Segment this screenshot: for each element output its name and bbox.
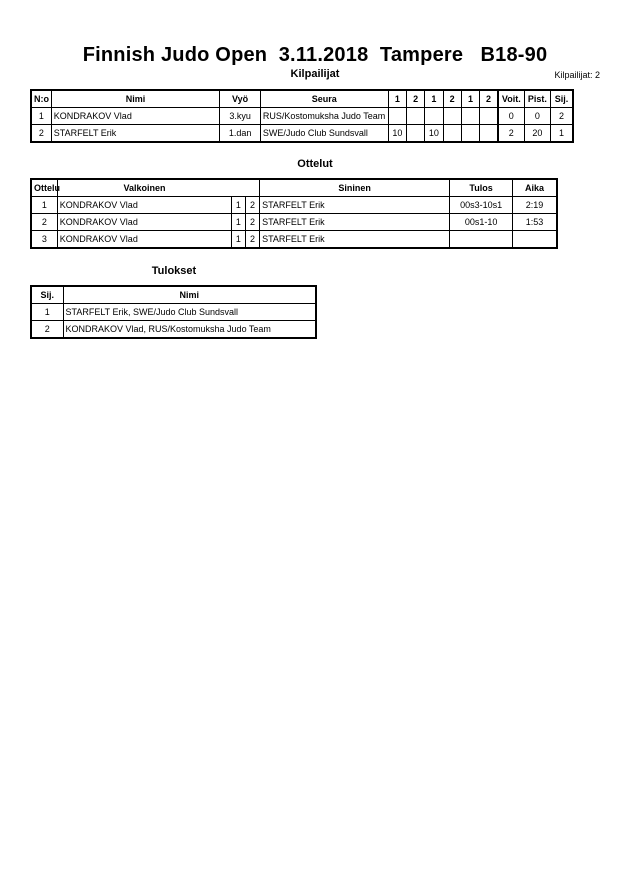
col-header-name: Nimi bbox=[63, 286, 316, 304]
table-row bbox=[31, 108, 573, 125]
match-result: 00s3-10s1 bbox=[450, 197, 513, 214]
col-header-wins: Voit. bbox=[498, 90, 524, 108]
col-header-spacer bbox=[245, 179, 259, 197]
score-cell bbox=[461, 108, 479, 125]
matches-section-title: Ottelut bbox=[297, 158, 333, 170]
col-header-r3a: 1 bbox=[461, 90, 479, 108]
competitor-belt: 3.kyu bbox=[220, 108, 261, 125]
competitor-no: 1 bbox=[31, 108, 51, 125]
match-white: KONDRAKOV Vlad bbox=[57, 197, 231, 214]
competitor-wins: 2 bbox=[498, 125, 524, 143]
match-marker: 1 bbox=[231, 197, 245, 214]
col-header-blue: Sininen bbox=[260, 179, 450, 197]
col-header-place: Sij. bbox=[551, 90, 573, 108]
col-header-r3b: 2 bbox=[480, 90, 498, 108]
col-header-points: Pist. bbox=[524, 90, 550, 108]
match-result: 00s1-10 bbox=[450, 214, 513, 231]
score-cell: 10 bbox=[425, 125, 443, 143]
table-row bbox=[31, 197, 557, 214]
matches-header-row bbox=[31, 179, 557, 197]
table-row bbox=[31, 304, 316, 321]
competitor-points: 20 bbox=[524, 125, 550, 143]
col-header-r2b: 2 bbox=[443, 90, 461, 108]
match-marker: 2 bbox=[245, 231, 259, 249]
page-title: Finnish Judo Open 3.11.2018 Tampere B18-90 bbox=[82, 44, 548, 66]
col-header-no: N:o bbox=[31, 90, 51, 108]
results-table bbox=[30, 285, 317, 339]
results-header-row bbox=[31, 286, 316, 304]
score-cell bbox=[461, 125, 479, 143]
competitors-header-row bbox=[31, 90, 573, 108]
col-header-name: Nimi bbox=[51, 90, 219, 108]
col-header-belt: Vyö bbox=[220, 90, 261, 108]
score-cell bbox=[480, 108, 498, 125]
col-header-time: Aika bbox=[512, 179, 557, 197]
competitors-section-title: Kilpailijat bbox=[290, 68, 340, 80]
match-number: 3 bbox=[31, 231, 57, 249]
match-white: KONDRAKOV Vlad bbox=[57, 214, 231, 231]
match-white: KONDRAKOV Vlad bbox=[57, 231, 231, 249]
match-marker: 2 bbox=[245, 214, 259, 231]
col-header-match: Ottelu bbox=[31, 179, 57, 197]
competitor-club: SWE/Judo Club Sundsvall bbox=[260, 125, 388, 143]
col-header-spacer bbox=[231, 179, 245, 197]
match-result bbox=[450, 231, 513, 249]
table-row bbox=[31, 231, 557, 249]
col-header-place: Sij. bbox=[31, 286, 63, 304]
competitor-place: 2 bbox=[551, 108, 573, 125]
match-time bbox=[512, 231, 557, 249]
score-cell bbox=[407, 108, 425, 125]
score-cell bbox=[425, 108, 443, 125]
score-cell: 10 bbox=[388, 125, 406, 143]
score-cell bbox=[443, 108, 461, 125]
match-blue: STARFELT Erik bbox=[260, 214, 450, 231]
match-number: 2 bbox=[31, 214, 57, 231]
score-cell bbox=[443, 125, 461, 143]
competitor-points: 0 bbox=[524, 108, 550, 125]
results-section-title: Tulokset bbox=[151, 265, 197, 277]
col-header-r1a: 1 bbox=[388, 90, 406, 108]
competitor-place: 1 bbox=[551, 125, 573, 143]
col-header-r1b: 2 bbox=[407, 90, 425, 108]
competitor-belt: 1.dan bbox=[220, 125, 261, 143]
score-cell bbox=[388, 108, 406, 125]
table-row bbox=[31, 321, 316, 339]
col-header-white: Valkoinen bbox=[57, 179, 231, 197]
competitor-no: 2 bbox=[31, 125, 51, 143]
match-number: 1 bbox=[31, 197, 57, 214]
col-header-club: Seura bbox=[260, 90, 388, 108]
score-cell bbox=[407, 125, 425, 143]
match-time: 2:19 bbox=[512, 197, 557, 214]
score-cell bbox=[480, 125, 498, 143]
competitor-name: KONDRAKOV Vlad bbox=[51, 108, 219, 125]
table-row bbox=[31, 125, 573, 143]
match-marker: 1 bbox=[231, 214, 245, 231]
table-row bbox=[31, 214, 557, 231]
col-header-result: Tulos bbox=[450, 179, 513, 197]
competitors-table bbox=[30, 89, 574, 143]
match-blue: STARFELT Erik bbox=[260, 197, 450, 214]
competitor-count: Kilpailijat: 2 bbox=[554, 70, 600, 80]
matches-table bbox=[30, 178, 558, 249]
result-place: 1 bbox=[31, 304, 63, 321]
match-blue: STARFELT Erik bbox=[260, 231, 450, 249]
competitor-name: STARFELT Erik bbox=[51, 125, 219, 143]
competitor-club: RUS/Kostomuksha Judo Team bbox=[260, 108, 388, 125]
col-header-r2a: 1 bbox=[425, 90, 443, 108]
match-marker: 2 bbox=[245, 197, 259, 214]
competitor-wins: 0 bbox=[498, 108, 524, 125]
result-name: STARFELT Erik, SWE/Judo Club Sundsvall bbox=[63, 304, 316, 321]
result-place: 2 bbox=[31, 321, 63, 339]
result-name: KONDRAKOV Vlad, RUS/Kostomuksha Judo Team bbox=[63, 321, 316, 339]
match-time: 1:53 bbox=[512, 214, 557, 231]
match-marker: 1 bbox=[231, 231, 245, 249]
